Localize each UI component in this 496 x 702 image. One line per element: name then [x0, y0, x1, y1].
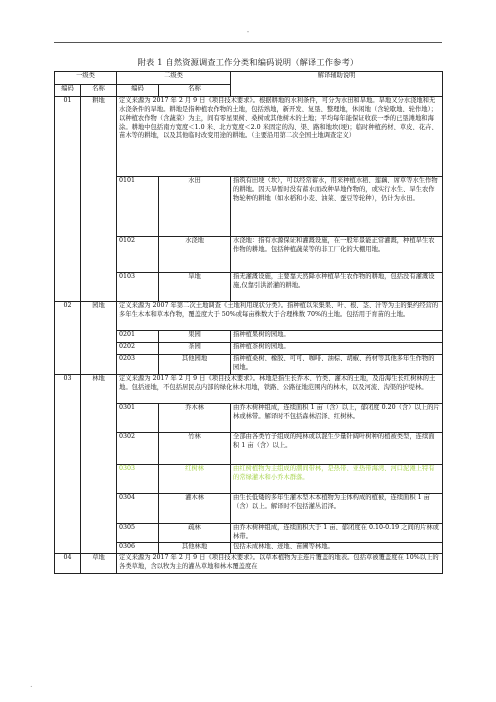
level2-code-cell: 0102	[117, 237, 159, 273]
level2-description: 由乔木树种组成，连续面积大于 1 亩、郁闭度在 0.10-0.19 之间的片林或林带。	[231, 524, 443, 543]
level2-code-header: 编码	[117, 85, 159, 97]
level2-name-cell: 竹林	[159, 433, 231, 465]
table-title: 附表 1 自然资源调查工作分类和编码说明（解译工作参考）	[137, 57, 359, 67]
level2-name-cell: 乔木林	[159, 404, 231, 433]
level2-description: 指种植果树的园地。	[231, 331, 443, 343]
level1-description: 定义来源为 2017 年 2 月 9 日《项目技术要求》。以草本植物为主连片覆盖的地表。包括草被覆盖度在 10%以上的各类草地，含以牧为主的灌丛草地和林木覆盖度在	[117, 554, 443, 574]
level2-description: 由红树植物为主组成的潮间带林，是热带、亚热带海湾、河口泥滩上特有的常绿灌木和小乔木群落。	[231, 465, 443, 494]
level2-description: 全部由各类竹子组成的纯林或以混生少量针阔叶树种的植被类型，连续面积 1 亩（含）以上。	[231, 433, 443, 465]
level2-description: 由乔木树种组成，连续面积 1 亩（含）以上，郁闭度 0.20（含）以上的片林或林带。解译时不包括森林沼泽、红树林。	[231, 404, 443, 433]
level1-code-cell: 02	[55, 302, 81, 375]
level2-name-cell: 其他园地	[159, 355, 231, 375]
level1-description: 定义来源为 2017 年 2 月 9 日《项目技术要求》。林地是指生长乔木、竹类、灌木的土地，及沿海生长红树林的土地。包括迹地，不包括居民点内部的绿化林木用地，铁路、公路征地范围内的林木，以及河流、沟渠的护堤林。	[117, 375, 443, 404]
level2-description: 指种植茶树的园地。	[231, 343, 443, 355]
level2-code-cell: 0306	[117, 543, 159, 554]
level1-code-header: 编码	[55, 85, 81, 97]
level2-code-cell: 0201	[117, 331, 159, 343]
level2-code-cell: 0305	[117, 524, 159, 543]
level1-name-cell: 林地	[81, 375, 117, 554]
level2-description: 指种植桑树、橡胶、可可、咖啡、油棕、胡椒、药材等其他多年生作物的园地。	[231, 355, 443, 375]
level1-name-cell: 园地	[81, 302, 117, 375]
level2-name-cell: 红树林	[159, 465, 231, 494]
header-row-1	[55, 72, 443, 85]
level1-code-cell: 03	[55, 375, 81, 554]
level2-description: 指筑有田埂（坎），可以经常蓄水，用来种植水稻、莲藕、席草等水生作物的耕地。因天旱暂时没有蓄水而改种旱地作物的，或实行水生、旱生农作物轮种的耕地（如水稻和小麦、油菜、蚕豆等轮种），仍计为水田。	[231, 177, 443, 237]
level1-code-cell: 01	[55, 97, 81, 302]
level2-name-cell: 灌木林	[159, 494, 231, 524]
level2-name-cell: 水浇地	[159, 237, 231, 273]
level2-code-cell: 0203	[117, 355, 159, 375]
level2-description: 由生长低矮的多年生灌木型木本植物为主体构成的植被，连续面积 1 亩（含）以上。解译时不包括灌丛沼泽。	[231, 494, 443, 524]
level1-description: 定义来源为 2017 年 2 月 9 日《项目技术要求》。根据耕地的水利条件，可分为水田和旱地。旱地又分水浇地和无水浇条件的旱地。耕地是指种植农作物的土地，包括熟地，新开发、复垦、整理地，休闲地（含轮歇地、轮作地）；以种植农作物（含蔬菜）为主，间有零星果树、桑树或其他树木的土地；平均每年能保证收获一季的已垦滩地和海涂。耕地中包括南方宽度＜1.0 米、北方宽度＜2.0 米固定的沟、渠、路和地坎(埂)；临时种植药材、草皮、花卉、苗木等的耕地，以及其他临时改变用途的耕地。（主要沿用第二次全国土地调查定义）	[117, 97, 443, 177]
level1-name-cell: 草地	[81, 554, 117, 574]
classification-table	[54, 71, 443, 574]
level1-name-cell: 耕地	[81, 97, 117, 302]
level1-description: 定义来源为 2007 年第二次土地调查《土地利用现状分类》。指种植以采集果、叶、根、茎、汁等为主的集约经营的多年生木本和草本作物，覆盖度大于 50%或每亩株数大于合理株数 70%的土地。包括用于育苗的土地。	[117, 302, 443, 331]
table-row	[55, 302, 443, 331]
level2-name-cell: 疏林	[159, 524, 231, 543]
header-rule	[54, 42, 442, 43]
level2-description: 包括未成林地、迹地、苗圃等林地。	[231, 543, 443, 554]
footer-mark: .	[30, 680, 33, 689]
level2-name-cell: 旱地	[159, 273, 231, 302]
table-row	[55, 97, 443, 177]
level2-code-cell: 0301	[117, 404, 159, 433]
explain-header: 解译辅助说明	[231, 72, 443, 97]
level1-code-cell: 04	[55, 554, 81, 574]
level2-code-cell: 0302	[117, 433, 159, 465]
level2-name-header: 名称	[159, 85, 231, 97]
table-row	[55, 554, 443, 574]
level2-description: 指无灌溉设施，主要靠天然降水种植旱生农作物的耕地，包括没有灌溉设施,仅靠引洪淤灌的耕地。	[231, 273, 443, 302]
level2-header: 二级类	[117, 72, 231, 85]
level2-code-cell: 0103	[117, 273, 159, 302]
level2-name-cell: 果园	[159, 331, 231, 343]
level2-description: 水浇地：指有水源保证和灌溉设施，在一般年景能正常灌溉，种植旱生农作物的耕地。包括种植蔬菜等的非工厂化的大棚用地。	[231, 237, 443, 273]
level2-code-cell: 0303	[117, 465, 159, 494]
table-row	[55, 375, 443, 404]
level1-name-header: 名称	[81, 85, 117, 97]
level2-name-cell: 茶园	[159, 343, 231, 355]
header-mark: -	[246, 27, 250, 36]
level1-header: 一级类	[55, 72, 117, 85]
level2-code-cell: 0202	[117, 343, 159, 355]
level2-name-cell: 其他林地	[159, 543, 231, 554]
level2-name-cell: 水田	[159, 177, 231, 237]
level2-code-cell: 0304	[117, 494, 159, 524]
level2-code-cell: 0101	[117, 177, 159, 237]
